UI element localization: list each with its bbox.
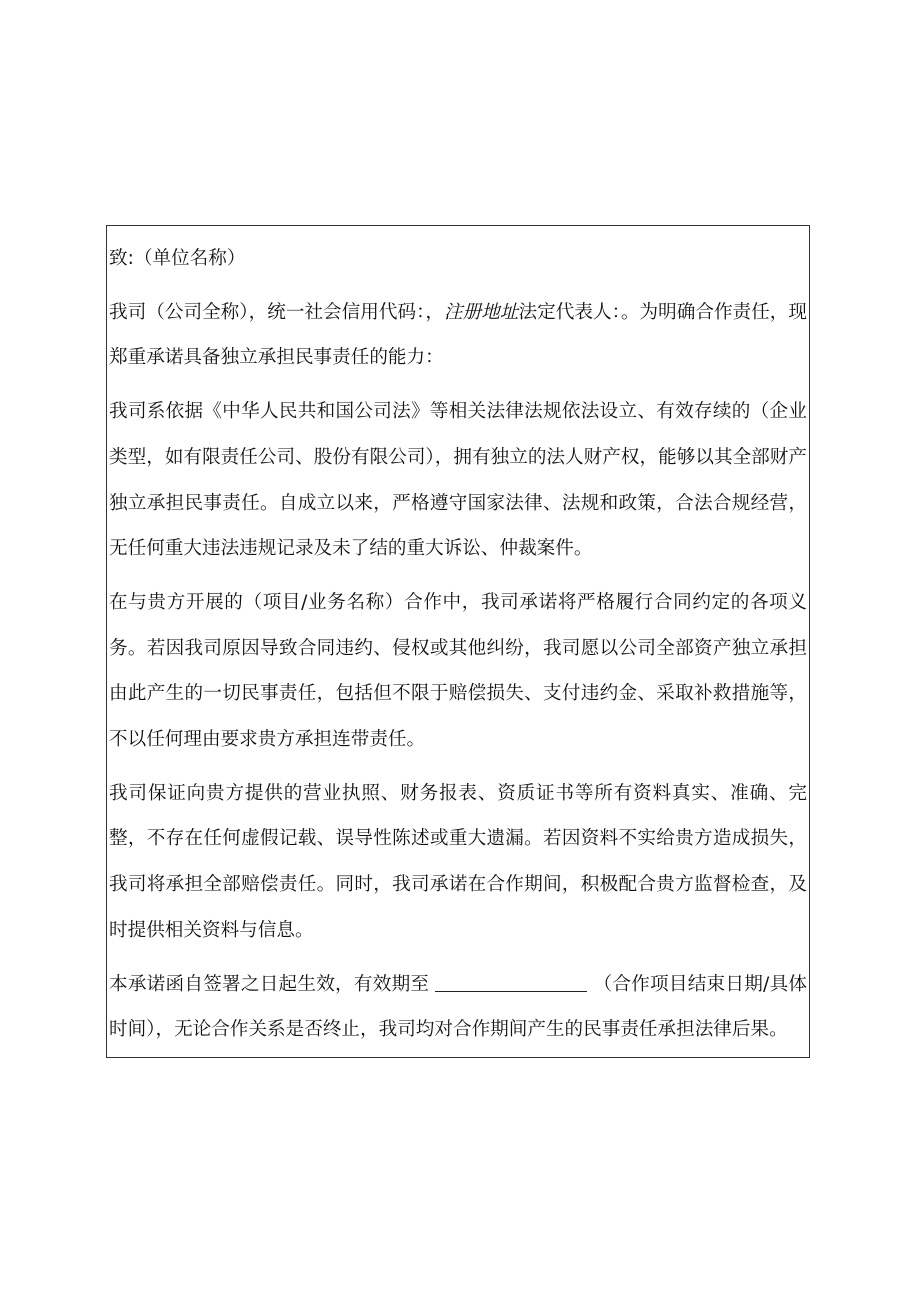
legal-status-paragraph: 我司系依据《中华人民共和国公司法》等相关法律法规依法设立、有效存续的（企业类型，如有限责任公司、股份有限公司），拥有独立的法人财产权，能够以其全部财产独立承担民事责任。自成立以来，严格遵守国家法律、法规和政策，合法合规经营，无任何重大违法违规记录及未了结的重大诉讼、仲裁案件。 [109, 401, 807, 560]
cooperation-paragraph: 在与贵方开展的（项目/业务名称）合作中，我司承诺将严格履行合同约定的各项义务。若因我司原因导致合同违约、侵权或其他纠纷，我司愿以公司全部资产独立承担由此产生的一切民事责任，包括但不限于赔偿损失、支付违约金、采取补救措施等，不以任何理由要求贵方承担连带责任。 [109, 591, 807, 751]
materials-guarantee-paragraph: 我司保证向贵方提供的营业执照、财务报表、资质证书等所有资料真实、准确、完整，不存在任何虚假记载、误导性陈述或重大遗漏。若因资料不实给贵方造成损失，我司将承担全部赔偿责任。同时，我司承诺在合作期间，积极配合贵方监督检查，及时提供相关资料与信息。 [109, 782, 807, 941]
letter-box [106, 225, 810, 1058]
intro-paragraph [109, 290, 807, 381]
expiry-date-blank [435, 973, 587, 992]
salutation: 致:（单位名称） [109, 248, 246, 269]
intro-text-pre: 我司（公司全称），统一社会信用代码：， [109, 301, 445, 323]
validity-paragraph [109, 962, 807, 1053]
validity-text-pre: 本承诺函自签署之日起生效，有效期至 [109, 973, 430, 995]
intro-text-post: 法定代表人：。为明确合作责任，现郑重承诺具备独立承担民事责任的能力： [109, 301, 807, 369]
registered-address-label: 注册地址 [444, 301, 519, 323]
validity-text-post: （合作项目结束日期/具体时间），无论合作关系是否终止，我司均对合作期间产生的民事责任承担法律后果。 [109, 973, 807, 1041]
